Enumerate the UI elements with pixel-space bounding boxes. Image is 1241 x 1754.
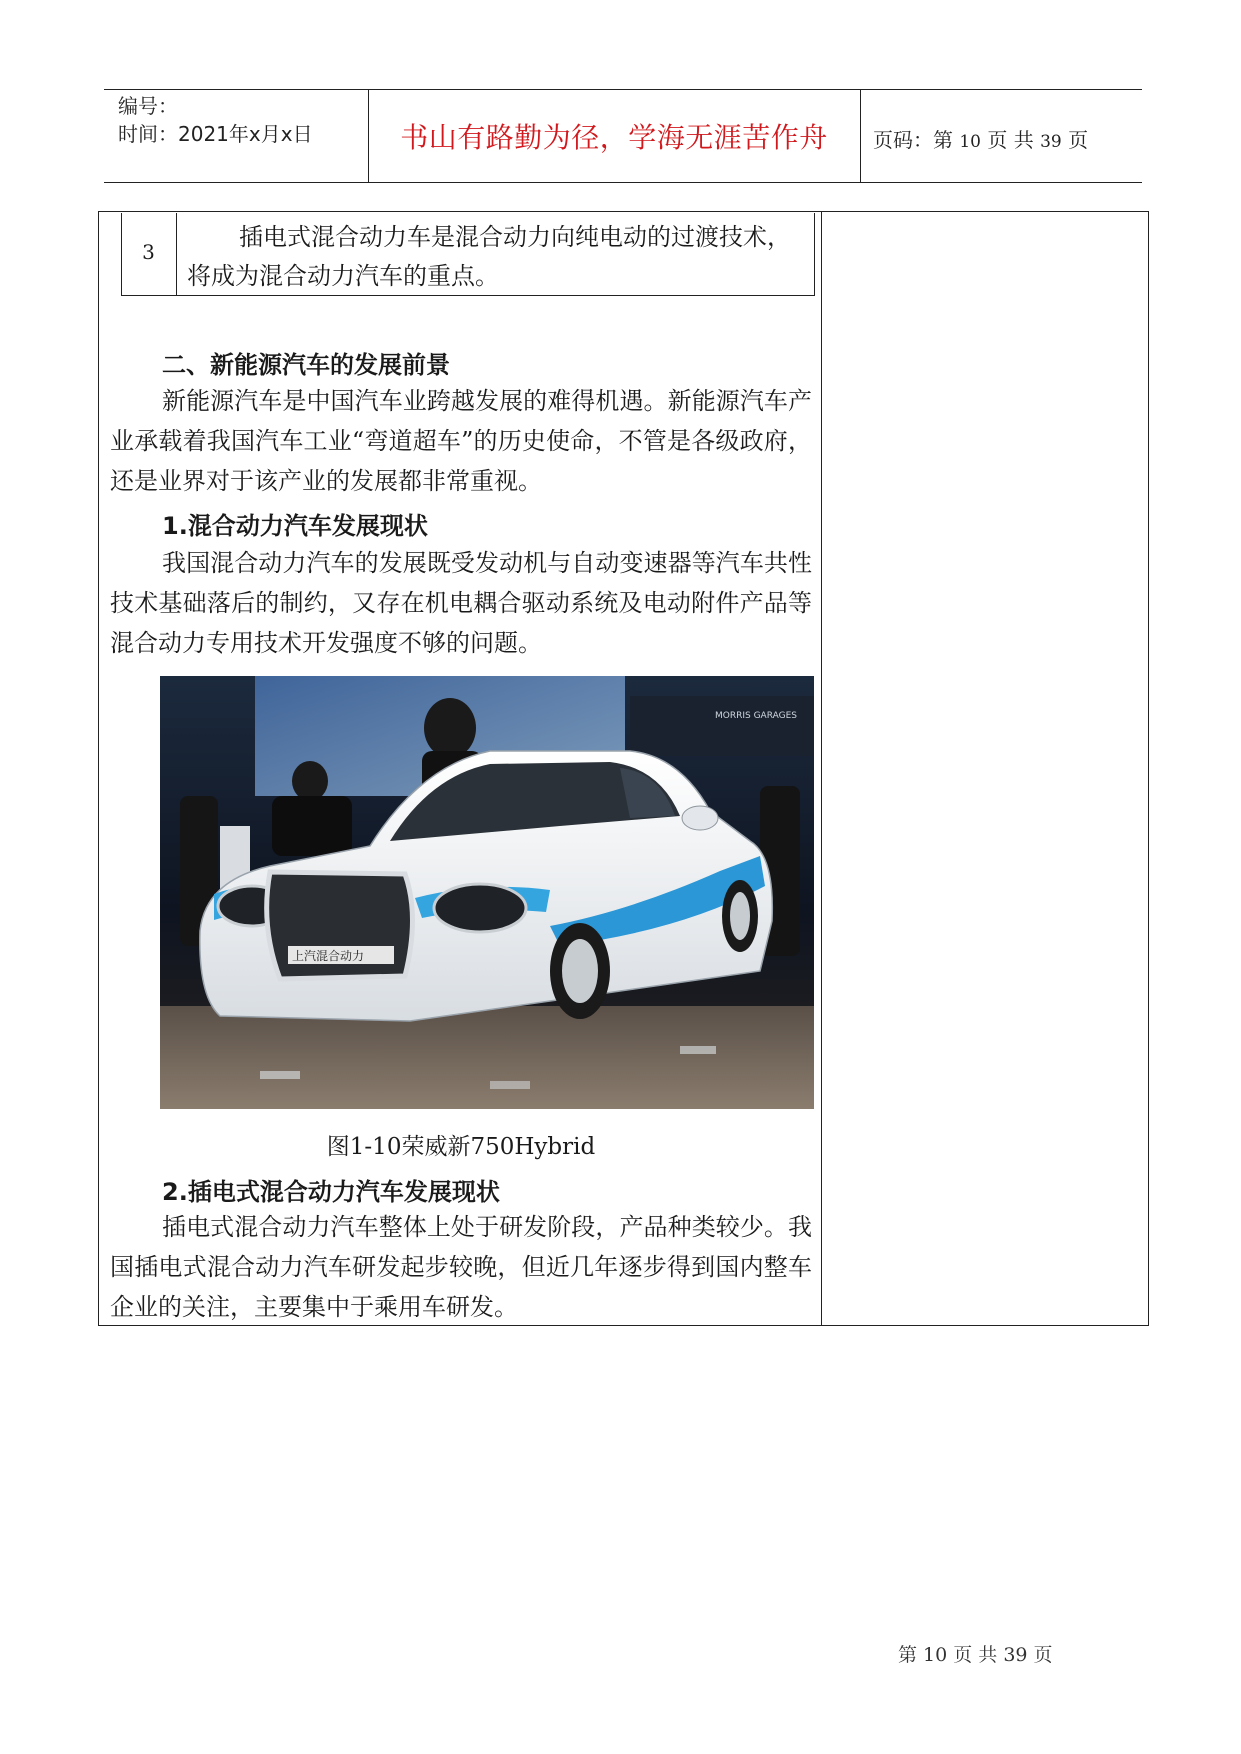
row-text: 插电式混合动力车是混合动力向纯电动的过渡技术，将成为混合动力汽车的重点。 <box>187 223 791 290</box>
page-suffix: 页 <box>1068 128 1089 152</box>
inner-table-divider <box>176 213 177 296</box>
page-current: 10 <box>959 132 981 152</box>
header-motto: 书山有路勤为径，学海无涯苦作舟 <box>400 121 828 154</box>
svg-text:MORRIS GARAGES: MORRIS GARAGES <box>715 711 797 721</box>
section-title: 二、新能源汽车的发展前景 <box>162 351 450 379</box>
row-index: 3 <box>142 240 155 264</box>
number-label: 编号： <box>118 94 178 118</box>
time-label: 时间：2021年x月x日 <box>118 122 313 146</box>
header-divider-left <box>368 89 369 182</box>
content-table-divider <box>821 211 822 1326</box>
car-photo <box>160 676 814 1109</box>
figure-caption: 图1-10荣威新750Hybrid <box>326 1134 596 1160</box>
page-footer: 第 10 页 共 39 页 <box>898 1644 1053 1666</box>
header-meta <box>118 92 313 148</box>
subsection-1-paragraph: 我国混合动力汽车的发展既受发动机与自动变速器等汽车共性技术基础落后的制约，又存在机电耦合驱动系统及电动附件产品等混合动力专用技术开发强度不够的问题。 <box>110 549 812 657</box>
header-top-rule <box>104 89 1142 90</box>
subsection-2-title: 2.插电式混合动力汽车发展现状 <box>162 1178 500 1206</box>
header-divider-right <box>860 89 861 182</box>
header-bottom-rule <box>104 182 1142 183</box>
header-page-info <box>873 124 1088 153</box>
subsection-1-title: 1.混合动力汽车发展现状 <box>162 512 428 540</box>
svg-text:上汽混合动力: 上汽混合动力 <box>292 949 365 963</box>
intro-paragraph: 新能源汽车是中国汽车业跨越发展的难得机遇。新能源汽车产业承载着我国汽车工业“弯道超车”的历史使命，不管是各级政府，还是业界对于该产业的发展都非常重视。 <box>110 387 812 495</box>
page-prefix: 页码：第 <box>873 128 953 152</box>
subsection-2-paragraph: 插电式混合动力汽车整体上处于研发阶段，产品种类较少。我国插电式混合动力汽车研发起步较晚，但近几年逐步得到国内整车企业的关注，主要集中于乘用车研发。 <box>110 1213 812 1321</box>
page-total: 39 <box>1040 132 1062 152</box>
page-mid: 页 共 <box>987 128 1034 152</box>
